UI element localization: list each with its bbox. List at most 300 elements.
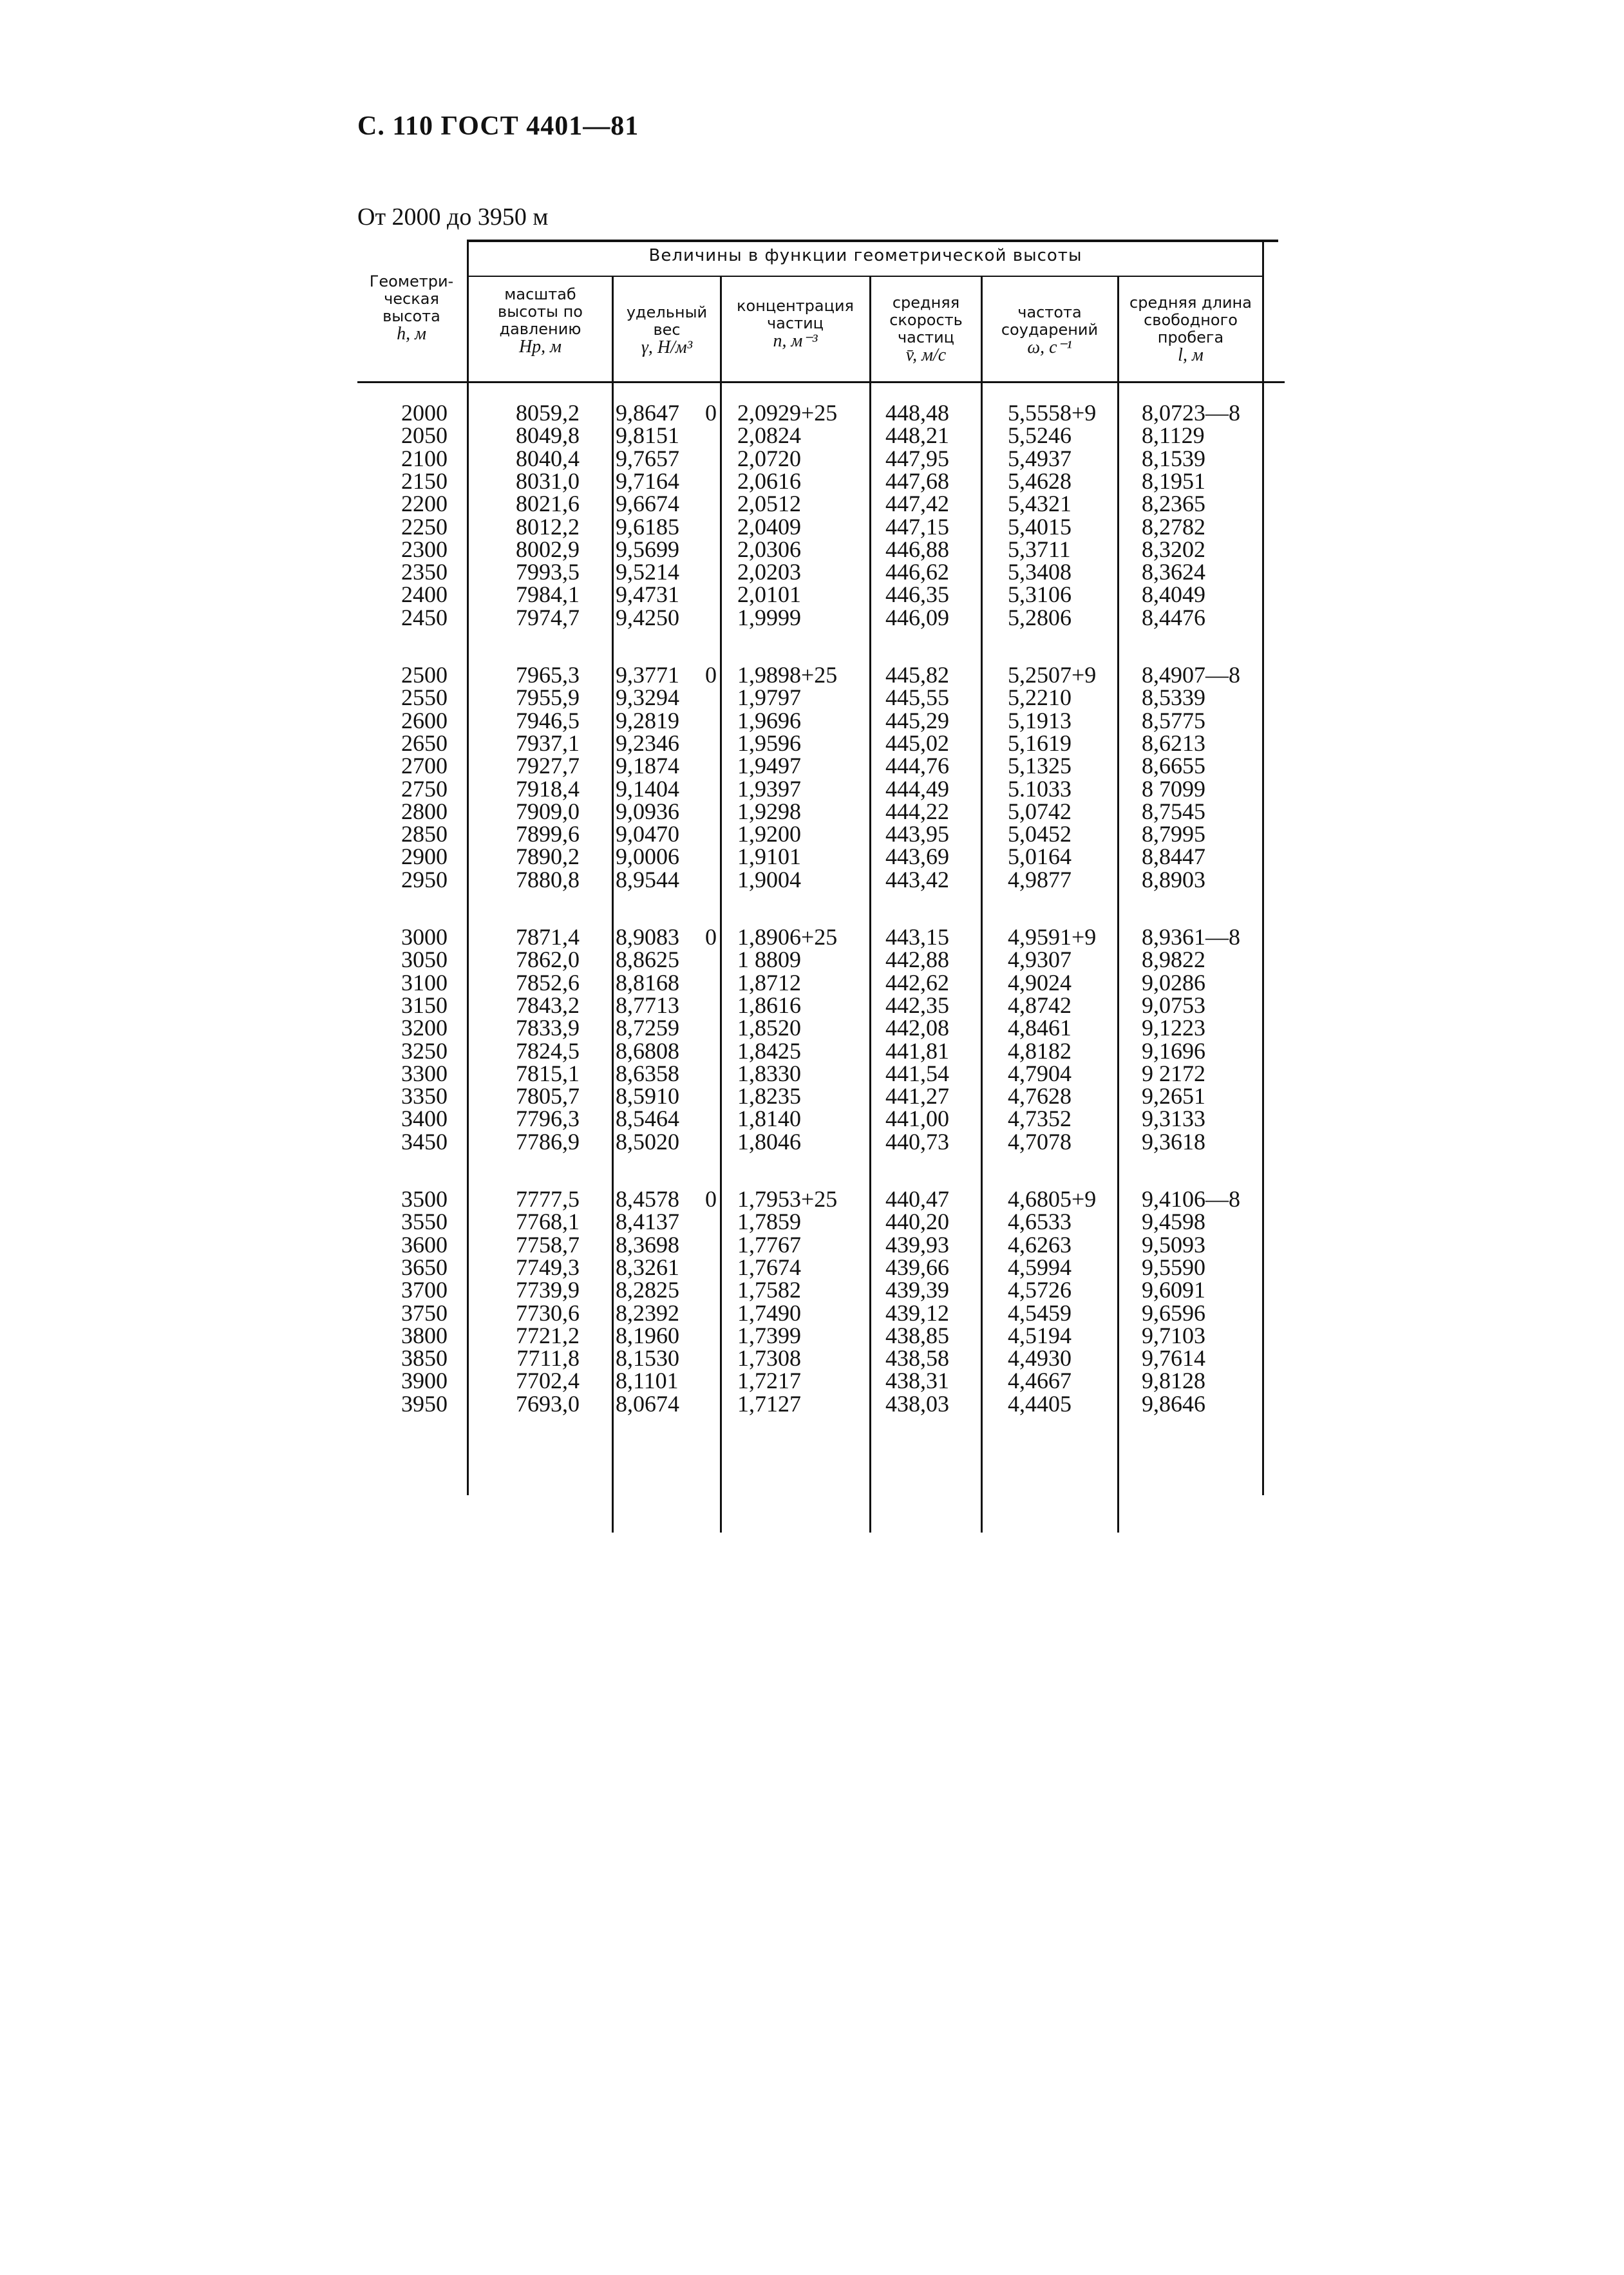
cell-collision-frequency: 5,2210	[1008, 684, 1072, 711]
cell-specific-weight: 8,2825	[616, 1277, 679, 1303]
cell-specific-weight: 8,6808	[616, 1037, 679, 1064]
cell-specific-weight: 8,7713	[616, 992, 679, 1018]
cell-specific-weight: 9,2819	[616, 707, 679, 733]
cell-mean-velocity: 445,82	[885, 662, 949, 688]
cell-scale-height: 7899,6	[516, 821, 580, 847]
cell-collision-frequency: 4,9877	[1008, 866, 1072, 892]
cell-concentration: 2,0720	[737, 445, 801, 471]
cell-scale-height: 7909,0	[516, 798, 580, 824]
cell-concentration: 1,9397	[737, 775, 801, 802]
cell-collision-frequency: 5,2806	[1008, 604, 1072, 630]
cell-height: 2100	[401, 445, 448, 471]
col-divider-1	[467, 240, 469, 1495]
cell-mean-free-path: 8,4049	[1142, 581, 1205, 608]
cell-mean-velocity: 443,95	[885, 821, 949, 847]
cell-concentration: 2,0824	[737, 422, 801, 449]
cell-concentration: 1,7308	[737, 1345, 801, 1372]
cell-height: 2750	[401, 775, 448, 802]
cell-height: 2450	[401, 604, 448, 630]
cell-scale-height: 8040,4	[516, 445, 580, 471]
cell-scale-height: 7918,4	[516, 775, 580, 802]
table-top-rule	[467, 240, 1278, 242]
cell-specific-weight: 9,5699	[616, 536, 679, 562]
cell-concentration: 1,8235	[737, 1083, 801, 1109]
cell-collision-frequency: 4,7904	[1008, 1060, 1072, 1086]
cell-scale-height: 7862,0	[516, 947, 580, 973]
cell-concentration: 1,9999	[737, 604, 801, 630]
cell-concentration: 1,8140	[737, 1106, 801, 1132]
cell-specific-weight: 9,0006	[616, 844, 679, 870]
cell-specific-weight: 9,7657	[616, 445, 679, 471]
cell-mean-free-path: 8,0723—8	[1142, 400, 1240, 426]
cell-mean-free-path: 9,4598	[1142, 1209, 1205, 1235]
col-header-line: скорость	[889, 311, 963, 329]
cell-mean-free-path: 8,7545	[1142, 798, 1205, 824]
cell-height: 3650	[401, 1254, 448, 1280]
col-divider-3	[720, 277, 722, 1533]
cell-specific-weight: 8,8168	[616, 969, 679, 996]
col-header-line: средняя длина	[1129, 294, 1252, 312]
cell-concentration: 2,0306	[737, 536, 801, 562]
cell-concentration: 1,8425	[737, 1037, 801, 1064]
col-header-line: концентрация	[737, 297, 854, 315]
cell-scale-height: 7974,7	[516, 604, 580, 630]
cell-mean-velocity: 441,54	[885, 1060, 949, 1086]
cell-scale-height: 7693,0	[516, 1390, 580, 1417]
cell-scale-height: 7796,3	[516, 1106, 580, 1132]
cell-height: 2150	[401, 467, 448, 494]
col-divider-4	[869, 277, 871, 1533]
cell-scale-height: 7965,3	[516, 662, 580, 688]
cell-concentration: 2,0929+25	[737, 400, 838, 426]
cell-mean-velocity: 447,15	[885, 513, 949, 540]
col-header-line: свободного	[1144, 311, 1238, 329]
cell-height: 3400	[401, 1106, 448, 1132]
cell-mean-free-path: 9,1223	[1142, 1015, 1205, 1041]
cell-mean-velocity: 440,47	[885, 1186, 949, 1212]
cell-scale-height: 7815,1	[516, 1060, 580, 1086]
cell-specific-weight: 9,2346	[616, 730, 679, 756]
cell-mean-velocity: 443,69	[885, 844, 949, 870]
cell-collision-frequency: 4,6805+9	[1008, 1186, 1097, 1212]
cell-specific-weight: 8,2392	[616, 1299, 679, 1326]
col-header-line: масштаб	[504, 285, 576, 303]
cell-mean-free-path: 8,1951	[1142, 467, 1205, 494]
col-header-line: ческая	[384, 290, 439, 308]
exponent-marker: 0	[705, 1186, 717, 1212]
cell-mean-velocity: 442,62	[885, 969, 949, 996]
cell-mean-free-path: 8,3202	[1142, 536, 1205, 562]
cell-height: 3850	[401, 1345, 448, 1372]
cell-height: 2850	[401, 821, 448, 847]
cell-specific-weight: 9,6185	[616, 513, 679, 540]
range-caption: От 2000 до 3950 м	[357, 203, 549, 231]
cell-concentration: 1,9101	[737, 844, 801, 870]
cell-mean-free-path: 9,6596	[1142, 1299, 1205, 1326]
cell-mean-velocity: 444,22	[885, 798, 949, 824]
col-header-line: соударений	[1001, 321, 1099, 339]
cell-mean-velocity: 442,35	[885, 992, 949, 1018]
cell-specific-weight: 9,3294	[616, 684, 679, 711]
cell-concentration: 1,9298	[737, 798, 801, 824]
cell-specific-weight: 8,1101	[616, 1368, 679, 1394]
cell-collision-frequency: 5,2507+9	[1008, 662, 1097, 688]
cell-concentration: 1,7582	[737, 1277, 801, 1303]
cell-concentration: 1,9696	[737, 707, 801, 733]
cell-mean-velocity: 441,00	[885, 1106, 949, 1132]
cell-collision-frequency: 5,4321	[1008, 491, 1072, 517]
cell-scale-height: 7777,5	[516, 1186, 580, 1212]
col-divider-6	[1117, 277, 1119, 1533]
cell-scale-height: 7833,9	[516, 1015, 580, 1041]
cell-mean-free-path: 8,4907—8	[1142, 662, 1240, 688]
cell-collision-frequency: 4,9591+9	[1008, 924, 1097, 950]
cell-height: 2500	[401, 662, 448, 688]
cell-collision-frequency: 5,4937	[1008, 445, 1072, 471]
cell-concentration: 2,0409	[737, 513, 801, 540]
cell-scale-height: 8049,8	[516, 422, 580, 449]
cell-scale-height: 8031,0	[516, 467, 580, 494]
cell-collision-frequency: 5,3711	[1008, 536, 1071, 562]
cell-collision-frequency: 5,5246	[1008, 422, 1072, 449]
col-header-symbol: n, м⁻³	[773, 331, 818, 351]
cell-height: 3150	[401, 992, 448, 1018]
col-header-line: давлению	[499, 320, 581, 338]
table-header-bottom-rule	[357, 381, 1285, 383]
cell-concentration: 2,0616	[737, 467, 801, 494]
cell-mean-velocity: 447,42	[885, 491, 949, 517]
cell-height: 2200	[401, 491, 448, 517]
cell-mean-velocity: 446,09	[885, 604, 949, 630]
cell-mean-free-path: 8,4476	[1142, 604, 1205, 630]
cell-height: 3300	[401, 1060, 448, 1086]
cell-mean-velocity: 440,20	[885, 1209, 949, 1235]
cell-mean-velocity: 438,03	[885, 1390, 949, 1417]
col-header-symbol: v̄, м/с	[905, 345, 947, 365]
cell-mean-velocity: 442,88	[885, 947, 949, 973]
cell-concentration: 1,8520	[737, 1015, 801, 1041]
cell-mean-free-path: 8,1129	[1142, 422, 1205, 449]
cell-height: 3700	[401, 1277, 448, 1303]
cell-scale-height: 7984,1	[516, 581, 580, 608]
cell-collision-frequency: 4,5194	[1008, 1322, 1072, 1348]
cell-specific-weight: 8,5020	[616, 1128, 679, 1155]
cell-collision-frequency: 5,1619	[1008, 730, 1072, 756]
cell-scale-height: 7711,8	[516, 1345, 580, 1372]
cell-scale-height: 7993,5	[516, 559, 580, 585]
cell-mean-velocity: 441,81	[885, 1037, 949, 1064]
cell-mean-free-path: 8,6655	[1142, 753, 1205, 779]
col-divider-2	[612, 277, 614, 1533]
cell-specific-weight: 9,8647	[616, 400, 679, 426]
cell-mean-free-path: 9,5093	[1142, 1231, 1205, 1258]
cell-concentration: 1,7953+25	[737, 1186, 838, 1212]
cell-mean-free-path: 8,5775	[1142, 707, 1205, 733]
cell-mean-velocity: 439,93	[885, 1231, 949, 1258]
cell-specific-weight: 8,3698	[616, 1231, 679, 1258]
cell-height: 3100	[401, 969, 448, 996]
cell-mean-free-path: 9,3618	[1142, 1128, 1205, 1155]
cell-specific-weight: 9,7164	[616, 467, 679, 494]
cell-scale-height: 7946,5	[516, 707, 580, 733]
cell-concentration: 1,7399	[737, 1322, 801, 1348]
cell-mean-free-path: 9 2172	[1142, 1060, 1205, 1086]
cell-mean-velocity: 439,66	[885, 1254, 949, 1280]
col-header-line: частиц	[767, 314, 824, 332]
cell-concentration: 1,9898+25	[737, 662, 838, 688]
cell-concentration: 1,9596	[737, 730, 801, 756]
cell-specific-weight: 9,1874	[616, 753, 679, 779]
cell-height: 3000	[401, 924, 448, 950]
cell-mean-velocity: 446,35	[885, 581, 949, 608]
col-header-line: пробега	[1157, 328, 1224, 346]
table-right-rule	[1262, 240, 1264, 1495]
cell-concentration: 1,8906+25	[737, 924, 838, 950]
cell-collision-frequency: 5,0452	[1008, 821, 1072, 847]
cell-height: 3950	[401, 1390, 448, 1417]
cell-mean-free-path: 9,3133	[1142, 1106, 1205, 1132]
data-table	[357, 240, 1285, 1495]
cell-scale-height: 8059,2	[516, 400, 580, 426]
cell-mean-free-path: 9,8646	[1142, 1390, 1205, 1417]
cell-mean-free-path: 9,2651	[1142, 1083, 1205, 1109]
cell-collision-frequency: 5,1325	[1008, 753, 1072, 779]
cell-mean-free-path: 9,8128	[1142, 1368, 1205, 1394]
cell-scale-height: 7937,1	[516, 730, 580, 756]
cell-height: 3600	[401, 1231, 448, 1258]
cell-concentration: 1,9497	[737, 753, 801, 779]
cell-mean-free-path: 9,6091	[1142, 1277, 1205, 1303]
cell-scale-height: 7758,7	[516, 1231, 580, 1258]
cell-height: 2900	[401, 844, 448, 870]
cell-height: 2600	[401, 707, 448, 733]
cell-collision-frequency: 4,4667	[1008, 1368, 1072, 1394]
cell-mean-velocity: 439,39	[885, 1277, 949, 1303]
cell-collision-frequency: 4,5994	[1008, 1254, 1072, 1280]
cell-collision-frequency: 4,7628	[1008, 1083, 1072, 1109]
exponent-marker: 0	[705, 400, 717, 426]
cell-scale-height: 8002,9	[516, 536, 580, 562]
cell-collision-frequency: 5,5558+9	[1008, 400, 1097, 426]
cell-collision-frequency: 4,4405	[1008, 1390, 1072, 1417]
cell-specific-weight: 8,9544	[616, 866, 679, 892]
cell-collision-frequency: 4,9024	[1008, 969, 1072, 996]
cell-scale-height: 7890,2	[516, 844, 580, 870]
cell-mean-velocity: 448,21	[885, 422, 949, 449]
cell-mean-velocity: 447,95	[885, 445, 949, 471]
cell-concentration: 1,7127	[737, 1390, 801, 1417]
cell-mean-velocity: 442,08	[885, 1015, 949, 1041]
col-header-line: высота	[382, 307, 440, 325]
cell-mean-velocity: 438,58	[885, 1345, 949, 1372]
group-header: Величины в функции геометрической высоты	[648, 246, 1082, 265]
col-header-symbol: l, м	[1178, 345, 1204, 365]
col-header-specific-weight	[614, 304, 720, 356]
cell-mean-free-path: 9,0753	[1142, 992, 1205, 1018]
cell-specific-weight: 9,1404	[616, 775, 679, 802]
cell-height: 3350	[401, 1083, 448, 1109]
cell-height: 2050	[401, 422, 448, 449]
cell-specific-weight: 8,4578	[616, 1186, 679, 1212]
cell-collision-frequency: 4,7078	[1008, 1128, 1072, 1155]
cell-height: 3750	[401, 1299, 448, 1326]
cell-concentration: 1,8046	[737, 1128, 801, 1155]
col-header-concentration	[722, 297, 869, 350]
cell-collision-frequency: 4,7352	[1008, 1106, 1072, 1132]
cell-specific-weight: 8,6358	[616, 1060, 679, 1086]
cell-collision-frequency: 4,4930	[1008, 1345, 1072, 1372]
cell-scale-height: 7843,2	[516, 992, 580, 1018]
cell-height: 3050	[401, 947, 448, 973]
cell-mean-free-path: 8 7099	[1142, 775, 1205, 802]
cell-specific-weight: 9,4731	[616, 581, 679, 608]
col-header-line: удельный	[626, 303, 708, 321]
cell-specific-weight: 9,8151	[616, 422, 679, 449]
cell-scale-height: 7768,1	[516, 1209, 580, 1235]
col-header-symbol: ω, с⁻¹	[1027, 337, 1072, 357]
cell-mean-velocity: 439,12	[885, 1299, 949, 1326]
cell-scale-height: 7824,5	[516, 1037, 580, 1064]
cell-specific-weight: 8,0674	[616, 1390, 679, 1417]
cell-mean-free-path: 8,9822	[1142, 947, 1205, 973]
cell-height: 2950	[401, 866, 448, 892]
cell-collision-frequency: 4,8461	[1008, 1015, 1072, 1041]
cell-mean-free-path: 8,3624	[1142, 559, 1205, 585]
cell-height: 3800	[401, 1322, 448, 1348]
cell-specific-weight: 9,0936	[616, 798, 679, 824]
cell-mean-free-path: 8,5339	[1142, 684, 1205, 711]
cell-mean-free-path: 9,0286	[1142, 969, 1205, 996]
cell-height: 2000	[401, 400, 448, 426]
cell-concentration: 1,7859	[737, 1209, 801, 1235]
cell-height: 3450	[401, 1128, 448, 1155]
col-header-height	[357, 273, 466, 343]
cell-mean-free-path: 8,2782	[1142, 513, 1205, 540]
col-header-symbol: h, м	[397, 324, 426, 344]
cell-collision-frequency: 5,3408	[1008, 559, 1072, 585]
cell-concentration: 2,0203	[737, 559, 801, 585]
cell-mean-velocity: 443,15	[885, 924, 949, 950]
cell-mean-velocity: 444,76	[885, 753, 949, 779]
cell-height: 2400	[401, 581, 448, 608]
cell-specific-weight: 8,5464	[616, 1106, 679, 1132]
cell-mean-velocity: 445,55	[885, 684, 949, 711]
col-header-line: частота	[1017, 303, 1082, 321]
col-header-line: Геометри-	[369, 272, 454, 290]
cell-scale-height: 7927,7	[516, 753, 580, 779]
col-header-line: высоты по	[498, 303, 583, 321]
cell-height: 3550	[401, 1209, 448, 1235]
cell-specific-weight: 8,3261	[616, 1254, 679, 1280]
cell-collision-frequency: 4,6533	[1008, 1209, 1072, 1235]
cell-collision-frequency: 5,0742	[1008, 798, 1072, 824]
cell-collision-frequency: 5,4015	[1008, 513, 1072, 540]
cell-concentration: 1,8330	[737, 1060, 801, 1086]
cell-concentration: 1,7217	[737, 1368, 801, 1394]
cell-height: 2250	[401, 513, 448, 540]
cell-mean-velocity: 444,49	[885, 775, 949, 802]
cell-height: 3900	[401, 1368, 448, 1394]
col-divider-5	[981, 277, 983, 1533]
cell-mean-free-path: 9,4106—8	[1142, 1186, 1240, 1212]
cell-collision-frequency: 4,5459	[1008, 1299, 1072, 1326]
cell-concentration: 1,8712	[737, 969, 801, 996]
cell-height: 2550	[401, 684, 448, 711]
cell-mean-velocity: 446,62	[885, 559, 949, 585]
cell-scale-height: 8012,2	[516, 513, 580, 540]
cell-concentration: 1,7674	[737, 1254, 801, 1280]
col-header-symbol: Hp, м	[518, 337, 562, 357]
cell-collision-frequency: 5.1033	[1008, 775, 1072, 802]
cell-collision-frequency: 5,3106	[1008, 581, 1072, 608]
cell-specific-weight: 9,4250	[616, 604, 679, 630]
cell-mean-free-path: 8,8903	[1142, 866, 1205, 892]
cell-specific-weight: 9,3771	[616, 662, 679, 688]
cell-scale-height: 7805,7	[516, 1083, 580, 1109]
cell-scale-height: 7702,4	[516, 1368, 580, 1394]
cell-concentration: 2,0512	[737, 491, 801, 517]
col-header-collision-frequency	[983, 304, 1117, 356]
cell-mean-velocity: 441,27	[885, 1083, 949, 1109]
col-header-symbol: γ, Н/м³	[641, 337, 693, 357]
cell-specific-weight: 8,4137	[616, 1209, 679, 1235]
cell-collision-frequency: 4,5726	[1008, 1277, 1072, 1303]
cell-mean-velocity: 438,31	[885, 1368, 949, 1394]
cell-mean-free-path: 9,7103	[1142, 1322, 1205, 1348]
cell-scale-height: 7749,3	[516, 1254, 580, 1280]
cell-specific-weight: 8,1960	[616, 1322, 679, 1348]
cell-height: 3500	[401, 1186, 448, 1212]
cell-mean-velocity: 448,48	[885, 400, 949, 426]
cell-concentration: 1 8809	[737, 947, 801, 973]
cell-concentration: 1,9797	[737, 684, 801, 711]
cell-mean-free-path: 8,6213	[1142, 730, 1205, 756]
cell-scale-height: 7871,4	[516, 924, 580, 950]
cell-mean-free-path: 8,9361—8	[1142, 924, 1240, 950]
cell-height: 2300	[401, 536, 448, 562]
cell-mean-free-path: 8,2365	[1142, 491, 1205, 517]
cell-scale-height: 7730,6	[516, 1299, 580, 1326]
cell-height: 2350	[401, 559, 448, 585]
cell-mean-velocity: 445,29	[885, 707, 949, 733]
cell-collision-frequency: 5,0164	[1008, 844, 1072, 870]
cell-scale-height: 8021,6	[516, 491, 580, 517]
cell-concentration: 1,9004	[737, 866, 801, 892]
cell-concentration: 1,7490	[737, 1299, 801, 1326]
cell-height: 2700	[401, 753, 448, 779]
cell-scale-height: 7880,8	[516, 866, 580, 892]
cell-mean-free-path: 8,8447	[1142, 844, 1205, 870]
cell-mean-free-path: 9,5590	[1142, 1254, 1205, 1280]
group-header-rule	[467, 276, 1262, 277]
cell-mean-velocity: 440,73	[885, 1128, 949, 1155]
cell-scale-height: 7786,9	[516, 1128, 580, 1155]
page-header: С. 110 ГОСТ 4401—81	[357, 111, 639, 141]
cell-specific-weight: 9,5214	[616, 559, 679, 585]
cell-specific-weight: 8,9083	[616, 924, 679, 950]
cell-mean-free-path: 9,1696	[1142, 1037, 1205, 1064]
cell-specific-weight: 8,8625	[616, 947, 679, 973]
cell-mean-velocity: 446,88	[885, 536, 949, 562]
col-header-line: вес	[653, 321, 681, 339]
cell-height: 2800	[401, 798, 448, 824]
exponent-marker: 0	[705, 924, 717, 950]
cell-collision-frequency: 5,4628	[1008, 467, 1072, 494]
cell-concentration: 2,0101	[737, 581, 801, 608]
col-header-mean-free-path	[1119, 294, 1262, 364]
cell-mean-velocity: 447,68	[885, 467, 949, 494]
cell-specific-weight: 8,1530	[616, 1345, 679, 1372]
